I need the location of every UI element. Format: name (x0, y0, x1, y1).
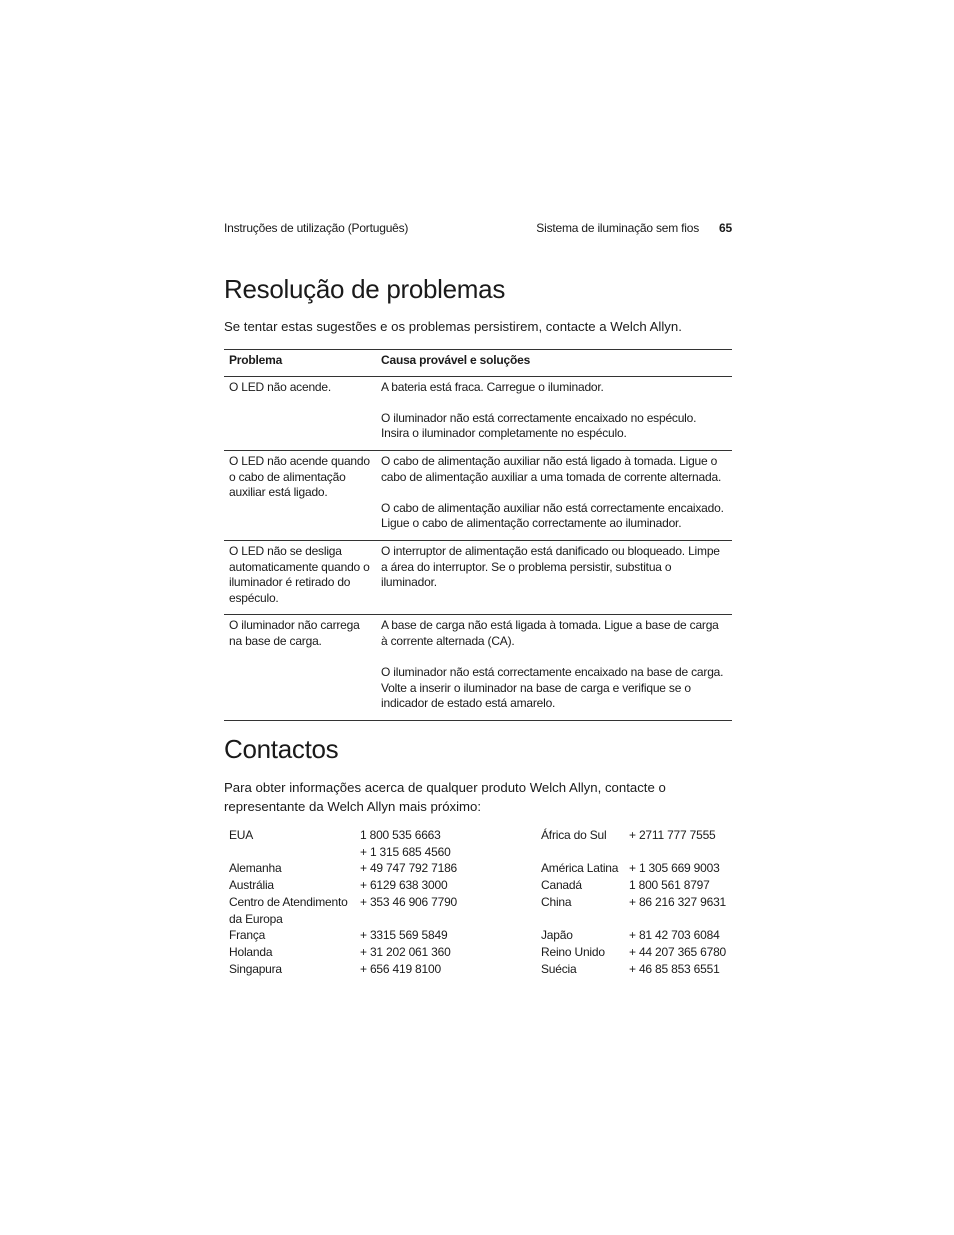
contact-region: EUA (229, 828, 254, 842)
contact-phone: + 2711 777 7555 (629, 828, 716, 842)
troubleshooting-table (224, 349, 732, 721)
solution-text: A base de carga não está ligada à tomada. Ligue a base de carga à corrente alternada (CA). (381, 618, 719, 648)
contacts-title: Contactos (224, 734, 339, 764)
header-product-name: Sistema de iluminação sem fios (536, 221, 700, 235)
table-row (224, 615, 732, 721)
contact-region: África do Sul (541, 828, 607, 842)
contact-region: Suécia (541, 961, 577, 976)
contact-region: Holanda (229, 944, 273, 959)
contact-region: América Latina (541, 861, 619, 876)
contact-region: Alemanha (229, 861, 282, 876)
contact-row (224, 860, 732, 877)
contact-phone-primary: 1 800 535 6663 (360, 828, 441, 842)
troubleshooting-intro: Se tentar estas sugestões e os problemas persistirem, contacte a Welch Allyn. (224, 319, 682, 334)
contact-region: França (229, 928, 266, 943)
header-product-info (536, 221, 732, 235)
problem-cell: O LED não se desliga automaticamente quando o iluminador é retirado do espéculo. (224, 540, 376, 614)
contact-phone: + 6129 638 3000 (360, 878, 448, 893)
table-row (224, 376, 732, 450)
problem-cell: O LED não acende. (224, 376, 376, 450)
contact-phone: + 353 46 906 7790 (360, 894, 458, 909)
table-row (224, 540, 732, 614)
contact-region: Japão (541, 928, 573, 943)
solutions-cell (376, 450, 732, 540)
contact-phone: 1 800 561 8797 (629, 878, 710, 893)
solution-text: O cabo de alimentação auxiliar não está ligado à tomada. Ligue o cabo de alimentação auxiliar a uma tomada de corrente alternada. (381, 453, 722, 484)
contact-phone: + 31 202 061 360 (360, 944, 451, 959)
contact-phone: + 81 42 703 6084 (629, 928, 720, 943)
contact-phone: + 656 419 8100 (360, 961, 441, 976)
column-header-solutions: Causa provável e soluções (376, 350, 732, 377)
contact-phone: + 44 207 365 6780 (629, 944, 727, 959)
contact-row (224, 927, 732, 944)
solution-text: O cabo de alimentação auxiliar não está correctamente encaixado. Ligue o cabo de alimentação correctamente ao iluminador. (381, 500, 724, 531)
contact-phone-secondary: + 1 315 685 4560 (360, 844, 451, 859)
contact-row (224, 894, 732, 927)
solutions-cell (376, 540, 732, 614)
contact-row (224, 944, 732, 961)
problem-cell: O LED não acende quando o cabo de alimentação auxiliar está ligado. (224, 450, 376, 540)
contact-row (224, 827, 732, 860)
solutions-cell (376, 615, 732, 721)
solutions-cell (376, 376, 732, 450)
contact-region: Singapura (229, 961, 282, 976)
table-header-row (224, 350, 732, 377)
contact-region: China (541, 894, 572, 909)
contact-phone: + 86 216 327 9631 (629, 894, 727, 909)
column-header-problem: Problema (224, 350, 376, 377)
contacts-intro: Para obter informações acerca de qualquer produto Welch Allyn, contacte o representante da Welch Allyn mais próximo: (224, 780, 666, 814)
contact-phone: + 3315 569 5849 (360, 928, 448, 943)
page-number: 65 (719, 221, 732, 235)
contact-row (224, 961, 732, 978)
contact-phone (355, 827, 536, 860)
contact-region: Reino Unido (541, 944, 605, 959)
solution-text: O iluminador não está correctamente encaixado na base de carga. Volte a inserir o iluminador na base de carga e verifique se o indicador de estado está amarelo. (381, 665, 724, 711)
solution-text: A bateria está fraca. Carregue o iluminador. (381, 379, 604, 394)
contacts-table (224, 827, 732, 977)
contact-region: Austrália (229, 878, 274, 893)
table-row (224, 450, 732, 540)
problem-cell: O iluminador não carrega na base de carga. (224, 615, 376, 721)
solution-text: O iluminador não está correctamente encaixado no espéculo. Insira o iluminador completamente no espéculo. (381, 410, 697, 441)
contact-phone: + 1 305 669 9003 (629, 861, 720, 876)
contact-phone: + 46 85 853 6551 (629, 961, 720, 976)
contact-region: Canadá (541, 878, 582, 893)
contact-phone: + 49 747 792 7186 (360, 861, 458, 876)
solution-text: O interruptor de alimentação está danificado ou bloqueado. Limpe a área do interruptor. Se o problema persistir, substitua o iluminador. (381, 543, 720, 590)
header-manual-title: Instruções de utilização (Português) (224, 221, 409, 235)
contact-region: Centro de Atendimento da Europa (229, 894, 348, 926)
troubleshooting-title: Resolução de problemas (224, 274, 506, 304)
contact-row (224, 877, 732, 894)
